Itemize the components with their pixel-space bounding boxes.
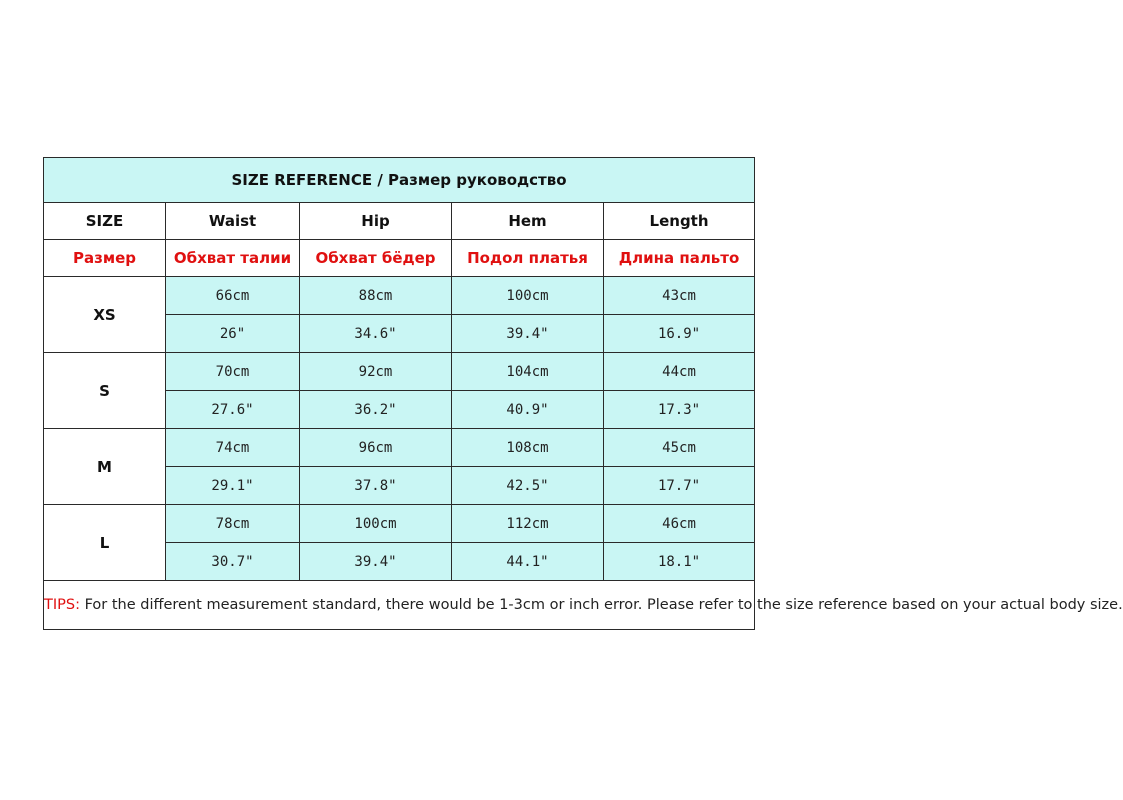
tips-text: For the different measurement standard, there would be 1-3cm or inch error. Please refer to the size reference based on your actual body size. (79, 596, 1123, 613)
table-title: SIZE REFERENCE / Размер руководство (44, 158, 755, 203)
hip-cm: 96cm (300, 429, 452, 467)
header-length-ru: Длина пальто (604, 240, 755, 277)
waist-inch: 26" (166, 315, 300, 353)
table-row-l-cm (44, 505, 755, 543)
waist-inch: 29.1" (166, 467, 300, 505)
size-reference-table (43, 157, 1123, 630)
length-cm: 44cm (604, 353, 755, 391)
length-cm: 45cm (604, 429, 755, 467)
header-hip: Hip (300, 203, 452, 240)
size-label: XS (44, 277, 166, 353)
hip-cm: 88cm (300, 277, 452, 315)
waist-inch: 30.7" (166, 543, 300, 581)
table-row-xs-cm (44, 277, 755, 315)
hem-cm: 108cm (452, 429, 604, 467)
waist-cm: 74cm (166, 429, 300, 467)
length-inch: 17.7" (604, 467, 755, 505)
hem-inch: 40.9" (452, 391, 604, 429)
hem-cm: 104cm (452, 353, 604, 391)
length-cm: 46cm (604, 505, 755, 543)
hip-inch: 36.2" (300, 391, 452, 429)
header-size: SIZE (44, 203, 166, 240)
length-inch: 16.9" (604, 315, 755, 353)
table-row-m-cm (44, 429, 755, 467)
header-length: Length (604, 203, 755, 240)
length-inch: 18.1" (604, 543, 755, 581)
hem-inch: 42.5" (452, 467, 604, 505)
tips-note (44, 581, 1123, 630)
header-hem: Hem (452, 203, 604, 240)
waist-cm: 70cm (166, 353, 300, 391)
length-inch: 17.3" (604, 391, 755, 429)
hip-inch: 37.8" (300, 467, 452, 505)
size-label: M (44, 429, 166, 505)
size-label: S (44, 353, 166, 429)
header-size-ru: Размер (44, 240, 166, 277)
header-hip-ru: Обхват бёдер (300, 240, 452, 277)
waist-cm: 66cm (166, 277, 300, 315)
hip-inch: 39.4" (300, 543, 452, 581)
size-label: L (44, 505, 166, 581)
hem-inch: 44.1" (452, 543, 604, 581)
tips-label: TIPS: (44, 596, 80, 613)
hip-cm: 100cm (300, 505, 452, 543)
length-cm: 43cm (604, 277, 755, 315)
hem-cm: 100cm (452, 277, 604, 315)
header-waist: Waist (166, 203, 300, 240)
header-hem-ru: Подол платья (452, 240, 604, 277)
table-row-s-cm (44, 353, 755, 391)
hip-cm: 92cm (300, 353, 452, 391)
waist-inch: 27.6" (166, 391, 300, 429)
header-waist-ru: Обхват талии (166, 240, 300, 277)
hem-cm: 112cm (452, 505, 604, 543)
hip-inch: 34.6" (300, 315, 452, 353)
hem-inch: 39.4" (452, 315, 604, 353)
waist-cm: 78cm (166, 505, 300, 543)
